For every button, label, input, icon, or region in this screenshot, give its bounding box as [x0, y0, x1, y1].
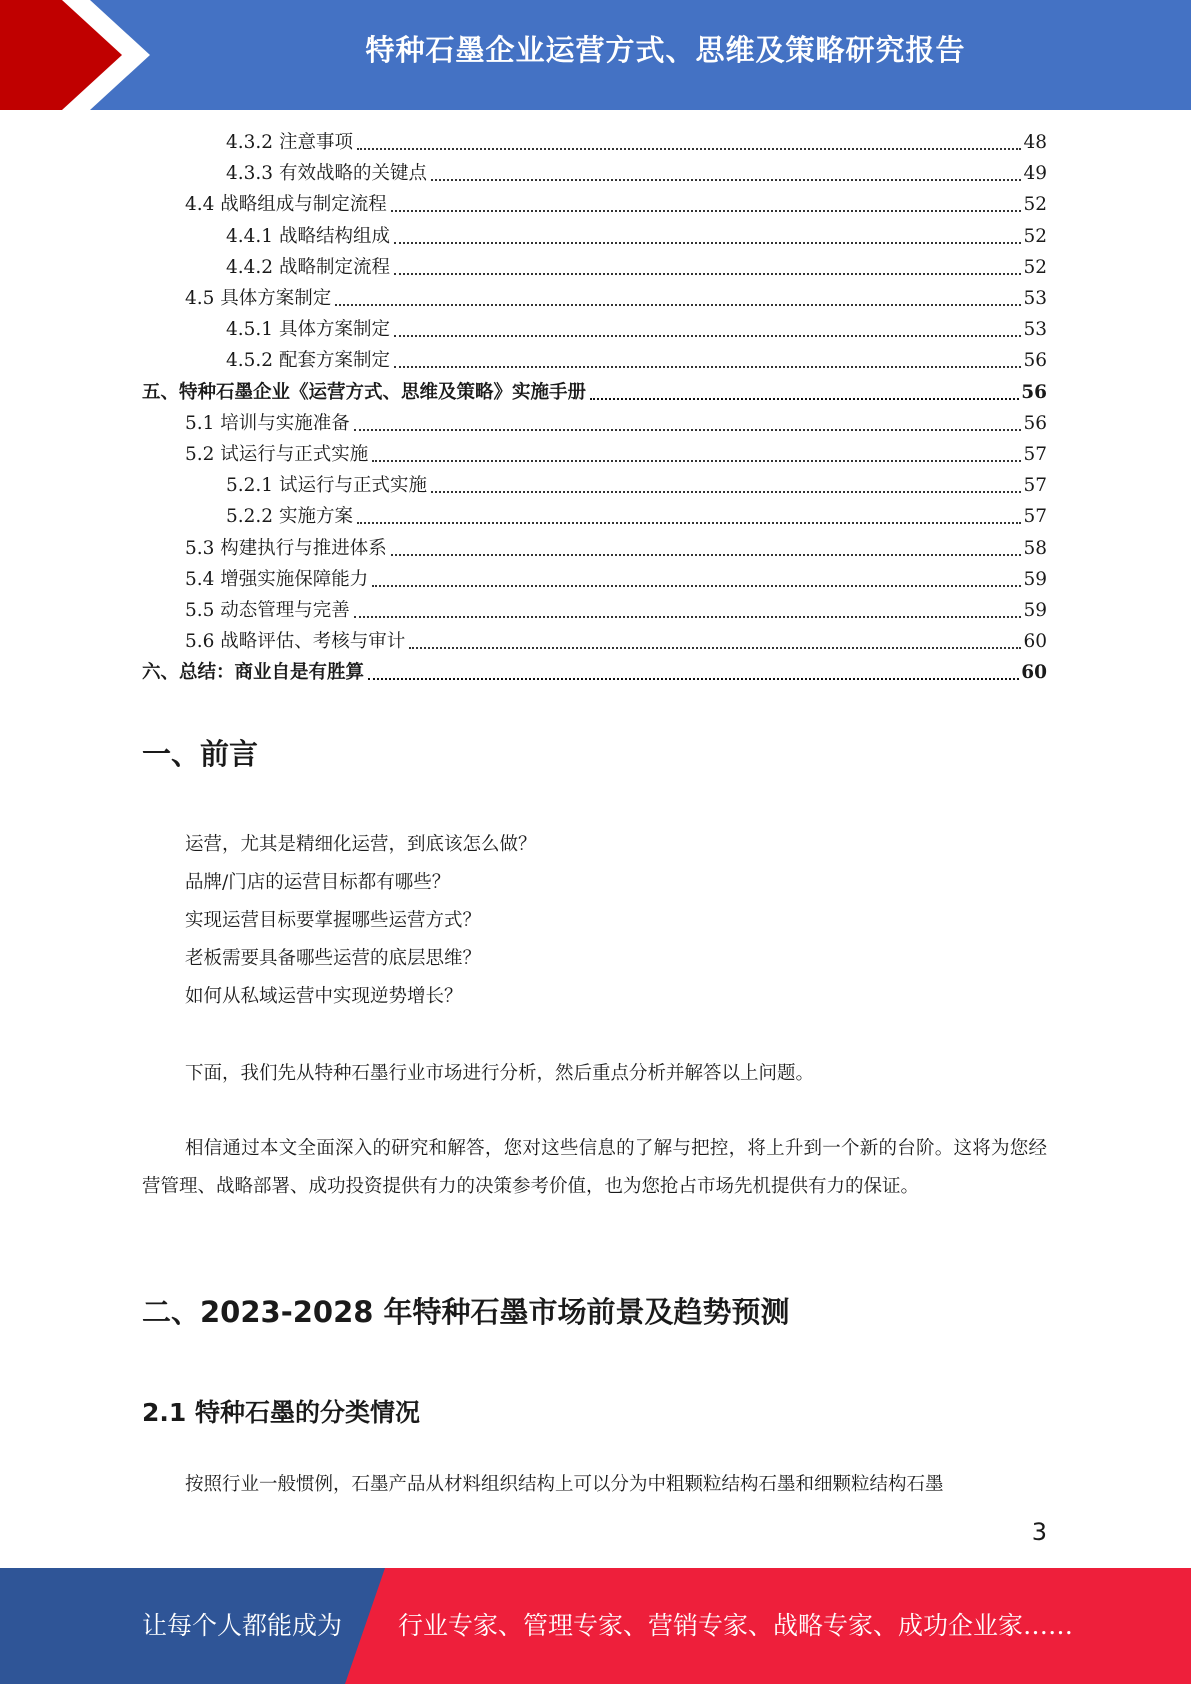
toc-entry-page: 48 [1023, 132, 1047, 153]
toc-entry[interactable] [226, 472, 1047, 500]
toc-dot-leader [354, 428, 1022, 431]
toc-entry[interactable] [226, 347, 1047, 375]
body-paragraph: 相信通过本文全面深入的研究和解答，您对这些信息的了解与把控，将上升到一个新的台阶。这将为您经营管理、战略部署、成功投资提供有力的决策参考价值，也为您抢占市场先机提供有力的保证。 [142, 1138, 1047, 1197]
page-header [0, 0, 1191, 110]
toc-entry-title: 5.6 战略评估、考核与审计 [185, 631, 406, 653]
toc-entry-title: 五、特种石墨企业《运营方式、思维及策略》实施手册 [142, 381, 587, 403]
toc-entry-title: 5.4 增强实施保障能力 [185, 568, 369, 590]
footer-slogan-left: 让每个人都能成为 [142, 1611, 343, 1640]
toc-entry-page: 52 [1023, 256, 1047, 278]
toc-entry[interactable] [185, 535, 1047, 563]
toc-dot-leader [354, 615, 1022, 618]
question-item: 实现运营目标要掌握哪些运营方式？ [185, 910, 482, 931]
toc-entry[interactable] [185, 191, 1047, 219]
toc-entry-title: 5.3 构建执行与推进体系 [185, 537, 387, 559]
toc-entry[interactable] [226, 223, 1047, 251]
toc-entry-title: 4.4 战略组成与制定流程 [185, 194, 387, 216]
toc-entry-page: 53 [1023, 288, 1047, 309]
toc-entry-title: 4.5.1 具体方案制定 [226, 319, 390, 341]
toc-entry-title: 4.5.2 配套方案制定 [226, 350, 390, 372]
toc-entry-title: 六、总结：商业自是有胜算 [142, 662, 365, 684]
footer-slogan-right: 行业专家、管理专家、营销专家、战略专家、成功企业家…… [398, 1611, 1074, 1640]
toc-entry-page: 53 [1023, 319, 1047, 341]
toc-entry-title: 4.4.1 战略结构组成 [226, 225, 390, 247]
toc-entry-title: 4.4.2 战略制定流程 [226, 256, 390, 278]
toc-entry[interactable] [185, 410, 1047, 438]
toc-entry-title: 5.2 试运行与正式实施 [185, 444, 369, 465]
question-item: 运营，尤其是精细化运营，到底该怎么做？ [185, 834, 537, 855]
toc-entry-title: 5.2.1 试运行与正式实施 [226, 475, 427, 497]
toc-entry[interactable] [226, 160, 1047, 188]
toc-entry-title: 4.3.3 有效战略的关键点 [226, 163, 427, 185]
toc-entry-page: 52 [1023, 194, 1047, 216]
header-arrow-graphic [0, 0, 160, 110]
toc-dot-leader [431, 490, 1021, 493]
toc-entry[interactable] [185, 441, 1047, 469]
toc-dot-leader [394, 334, 1021, 337]
toc-entry-page: 58 [1023, 537, 1047, 559]
toc-entry-page: 57 [1023, 444, 1047, 465]
toc-dot-leader [357, 521, 1022, 524]
toc-dot-leader [590, 397, 1019, 400]
question-item: 如何从私域运营中实现逆势增长？ [185, 986, 463, 1007]
body-paragraph: 下面，我们先从特种石墨行业市场进行分析，然后重点分析并解答以上问题。 [185, 1063, 815, 1084]
page-number: 3 [1031, 1518, 1047, 1546]
toc-entry[interactable] [226, 129, 1047, 157]
page-footer [0, 1568, 1191, 1684]
toc-dot-leader [391, 553, 1022, 556]
toc-dot-leader [394, 241, 1021, 244]
toc-entry-page: 57 [1023, 506, 1047, 528]
toc-entry[interactable] [142, 379, 1047, 407]
toc-dot-leader [394, 272, 1021, 275]
toc-entry[interactable] [185, 285, 1047, 313]
toc-dot-leader [394, 365, 1021, 368]
toc-entry-page: 60 [1023, 631, 1047, 653]
toc-entry-title: 4.5 具体方案制定 [185, 288, 332, 309]
toc-entry[interactable] [142, 659, 1047, 687]
toc-entry-title: 4.3.2 注意事项 [226, 132, 353, 153]
body-paragraph: 按照行业一般惯例，石墨产品从材料组织结构上可以分为中粗颗粒结构石墨和细颗粒结构石墨 [185, 1474, 944, 1495]
toc-dot-leader [372, 459, 1021, 462]
toc-entry[interactable] [185, 566, 1047, 594]
toc-entry[interactable] [185, 597, 1047, 625]
toc-entry[interactable] [226, 503, 1047, 531]
toc-entry[interactable] [185, 628, 1047, 656]
toc-dot-leader [357, 147, 1022, 150]
toc-entry-page: 60 [1021, 662, 1047, 684]
toc-dot-leader [391, 209, 1022, 212]
toc-entry-page: 59 [1023, 568, 1047, 590]
toc-dot-leader [368, 677, 1019, 680]
toc-dot-leader [335, 303, 1021, 306]
toc-entry[interactable] [226, 316, 1047, 344]
toc-entry-page: 56 [1023, 350, 1047, 372]
toc-dot-leader [431, 178, 1021, 181]
toc-entry-page: 52 [1023, 225, 1047, 247]
toc-entry-page: 56 [1021, 381, 1047, 403]
question-item: 老板需要具备哪些运营的底层思维？ [185, 948, 482, 969]
toc-entry-title: 5.5 动态管理与完善 [185, 600, 350, 621]
toc-entry-title: 5.2.2 实施方案 [226, 506, 353, 528]
toc-entry-title: 5.1 培训与实施准备 [185, 412, 350, 434]
toc-entry-page: 56 [1023, 412, 1047, 434]
section-heading-market: 二、2023-2028 年特种石墨市场前景及趋势预测 [142, 1295, 790, 1329]
toc-entry[interactable] [226, 254, 1047, 282]
toc-entry-page: 49 [1023, 163, 1047, 185]
toc-dot-leader [409, 646, 1021, 649]
subsection-heading: 2.1 特种石墨的分类情况 [142, 1398, 420, 1427]
section-heading-preface: 一、前言 [142, 737, 259, 771]
toc-dot-leader [372, 584, 1021, 587]
toc-entry-page: 59 [1023, 600, 1047, 621]
toc-entry-page: 57 [1023, 475, 1047, 497]
header-title: 特种石墨企业运营方式、思维及策略研究报告 [365, 33, 966, 67]
question-item: 品牌/门店的运营目标都有哪些？ [185, 872, 451, 893]
